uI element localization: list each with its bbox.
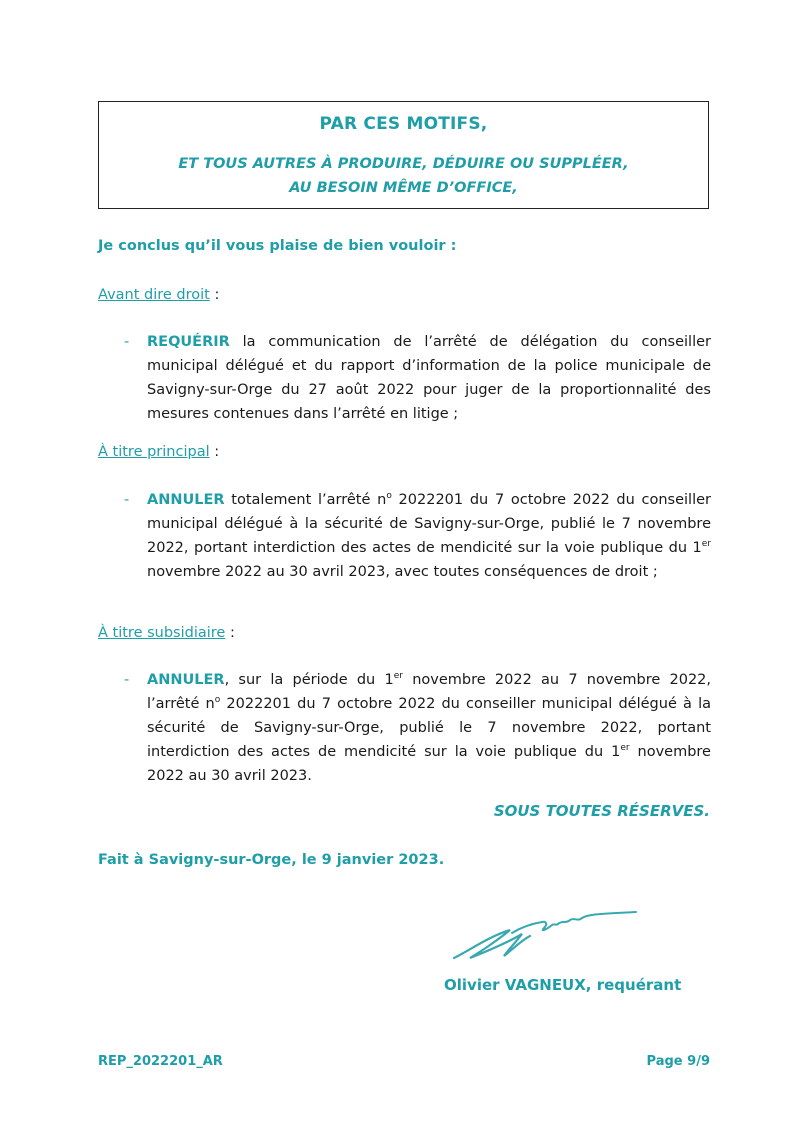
keyword: ANNULER bbox=[147, 672, 225, 688]
body-text: 2022201 du 7 octobre 2022 du conseiller municipal délégué à la sécurité de Savigny-sur-Orge, publié le 7 novembre 2022, portant interdiction des actes de mendicité sur la voie publique du 1 bbox=[147, 492, 711, 556]
list-item-requerir bbox=[98, 330, 711, 426]
list-dash: - bbox=[124, 492, 130, 508]
reserves-text: SOUS TOUTES RÉSERVES. bbox=[493, 802, 710, 820]
list-item-annuler-subsidiaire bbox=[98, 668, 711, 788]
section-heading-suffix: : bbox=[209, 287, 220, 303]
superscript: er bbox=[393, 671, 403, 682]
body-text: 2022201 du 7 octobre 2022 du conseiller municipal délégué à la sécurité de Savigny-sur-Orge, publié le 7 novembre 2022, portant interdiction des actes de mendicité sur la voie publique du 1 bbox=[147, 696, 711, 760]
keyword: ANNULER bbox=[147, 492, 225, 508]
body-text: , sur la période du 1 bbox=[224, 672, 394, 688]
superscript: o bbox=[386, 491, 392, 502]
date-place: Fait à Savigny-sur-Orge, le 9 janvier 2023. bbox=[98, 852, 445, 868]
signer-name: Olivier VAGNEUX, requérant bbox=[444, 976, 682, 994]
section-heading-suffix: : bbox=[209, 444, 220, 460]
section-heading-titre-principal bbox=[98, 444, 219, 460]
motifs-box bbox=[98, 101, 709, 209]
section-heading-label: À titre subsidiaire bbox=[98, 625, 226, 641]
footer-page-number: Page 9/9 bbox=[646, 1054, 710, 1069]
section-heading-titre-subsidiaire bbox=[98, 625, 235, 641]
body-text: novembre 2022 au 7 novembre 2022, l’arrêté n bbox=[147, 672, 711, 712]
list-item-text bbox=[147, 330, 711, 426]
superscript: er bbox=[620, 743, 630, 754]
list-item-text bbox=[147, 668, 711, 788]
box-subtitle-line2: AU BESOIN MÊME D’OFFICE, bbox=[289, 180, 518, 196]
box-subtitle-line1: ET TOUS AUTRES À PRODUIRE, DÉDUIRE OU SUPPLÉER, bbox=[178, 156, 629, 172]
list-item-text bbox=[147, 488, 711, 584]
section-heading-avant-dire-droit bbox=[98, 287, 219, 303]
list-dash: - bbox=[124, 672, 130, 688]
list-dash: - bbox=[124, 334, 130, 350]
body-text: novembre 2022 au 30 avril 2023, avec toutes conséquences de droit ; bbox=[147, 564, 658, 580]
superscript: o bbox=[214, 695, 221, 706]
section-heading-label: Avant dire droit bbox=[98, 287, 210, 303]
box-title: PAR CES MOTIFS, bbox=[319, 114, 488, 134]
handwritten-signature bbox=[450, 900, 640, 970]
section-heading-suffix: : bbox=[225, 625, 235, 641]
list-item-annuler-principal bbox=[98, 488, 711, 584]
body-text: totalement l’arrêté n bbox=[224, 492, 387, 508]
box-subtitle bbox=[99, 152, 708, 200]
keyword: REQUÉRIR bbox=[147, 334, 230, 350]
superscript: er bbox=[701, 539, 711, 550]
intro-text: Je conclus qu’il vous plaise de bien vouloir : bbox=[98, 238, 457, 254]
body-text: novembre 2022 au 30 avril 2023. bbox=[147, 744, 711, 784]
body-text: la communication de l’arrêté de délégation du conseiller municipal délégué et du rapport d’information de la police municipale de Savigny-sur-Orge du 27 août 2022 pour juger de la proportionnalité des mesures contenues dans l’arrêté en litige ; bbox=[147, 334, 711, 422]
footer-reference: REP_2022201_AR bbox=[98, 1054, 223, 1069]
section-heading-label: À titre principal bbox=[98, 444, 210, 460]
